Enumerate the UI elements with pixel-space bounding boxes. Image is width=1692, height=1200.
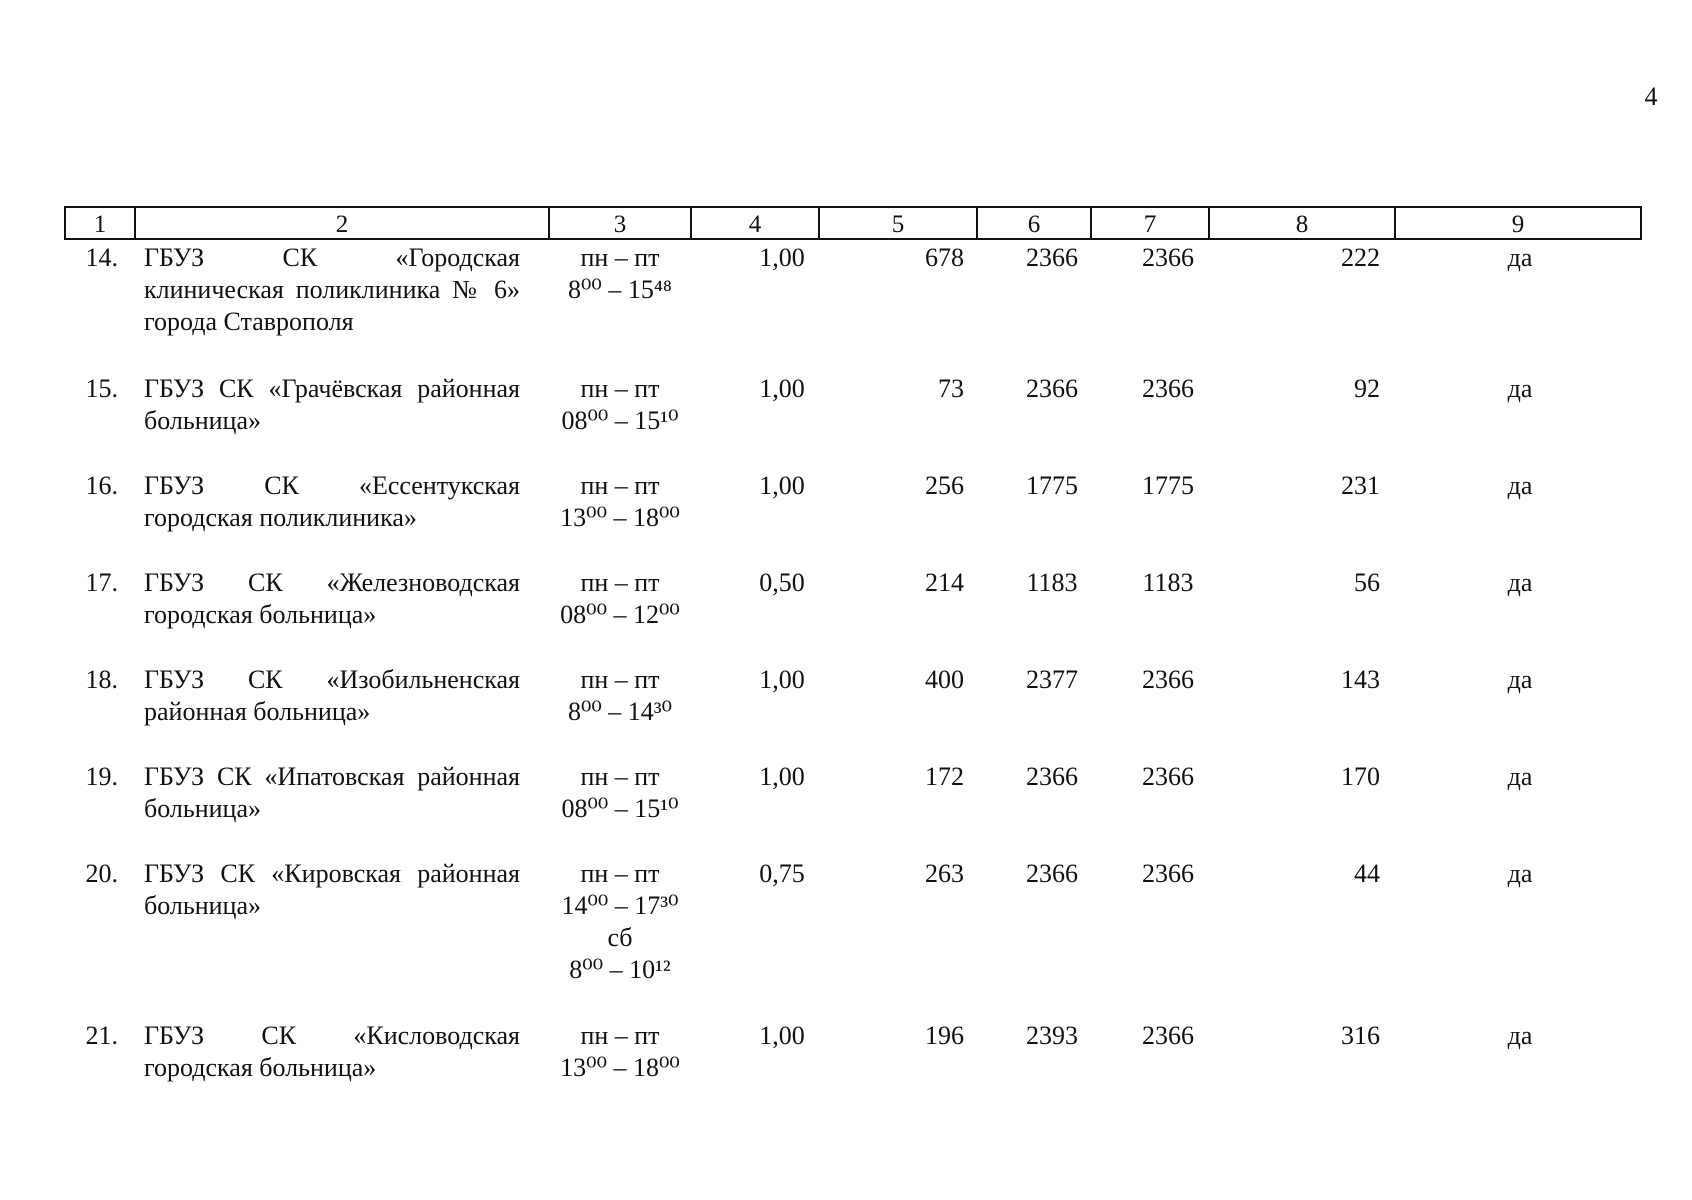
cell-col8: 222 [1341,243,1380,272]
row-number: 20. [85,859,118,888]
schedule-line: пн – пт [580,859,660,888]
column-header-9: 9 [1511,211,1525,238]
column-header-7: 7 [1092,208,1210,238]
row-number: 18. [85,665,118,694]
schedule [550,1020,690,1084]
column-header-5: 5 [820,208,978,238]
cell-col8: 92 [1354,374,1380,403]
cell-col8: 143 [1341,665,1380,694]
cell-col6: 2366 [1026,374,1078,403]
row-number: 17. [85,568,118,597]
schedule-line: 14⁰⁰ – 17³⁰ [561,891,679,920]
schedule-line: 8⁰⁰ – 15⁴⁸ [568,275,672,304]
cell-col6: 1183 [1026,568,1078,597]
table-header [64,206,1642,240]
schedule-line: 08⁰⁰ – 15¹⁰ [561,406,679,435]
cell-col4: 0,75 [759,859,805,888]
schedule-line: 13⁰⁰ – 18⁰⁰ [560,1053,680,1082]
cell-col9: да [1507,374,1533,403]
schedule-line: 13⁰⁰ – 18⁰⁰ [560,503,680,532]
institution-name: ГБУЗ СК «Городская клиническая поликлиника № 6» города Ставрополя [144,243,520,336]
cell-col7: 1183 [1142,568,1194,597]
schedule-line: пн – пт [580,762,660,791]
schedule-line: 08⁰⁰ – 12⁰⁰ [560,600,680,629]
cell-col7: 1775 [1142,471,1194,500]
cell-col7: 2366 [1142,243,1194,272]
cell-col6: 2366 [1026,243,1078,272]
schedule [550,470,690,534]
institution-name: ГБУЗ СК «Ессентукская городская поликлиника» [144,471,520,532]
schedule-line: пн – пт [580,374,660,403]
institution-name: ГБУЗ СК «Изобильненская районная больница» [144,665,520,726]
cell-col5: 214 [925,568,964,597]
schedule-line: пн – пт [580,1021,660,1050]
row-number: 16. [85,471,118,500]
schedule-line: сб [607,923,633,952]
schedule [550,242,690,306]
cell-col9: да [1507,665,1533,694]
column-header-2: 2 [136,208,550,238]
cell-col4: 1,00 [759,665,805,694]
institution-name: ГБУЗ СК «Железноводская городская больница» [144,568,520,629]
institution-name: ГБУЗ СК «Кисловодская городская больница» [144,1021,520,1082]
cell-col6: 2366 [1026,859,1078,888]
column-header-6: 6 [978,208,1092,238]
cell-col5: 263 [925,859,964,888]
schedule-line: пн – пт [580,243,660,272]
page-number: 4 [1644,82,1658,111]
schedule [550,858,690,986]
cell-col9: да [1507,859,1533,888]
cell-col9: да [1507,1021,1533,1050]
schedule-line: пн – пт [580,568,660,597]
row-number: 21. [85,1021,118,1050]
cell-col6: 2366 [1026,762,1078,791]
institution-name: ГБУЗ СК «Кировская районная больница» [144,859,520,920]
cell-col9: да [1507,568,1533,597]
schedule [550,664,690,728]
cell-col4: 1,00 [759,243,805,272]
cell-col7: 2366 [1142,1021,1194,1050]
cell-col4: 1,00 [759,1021,805,1050]
cell-col8: 170 [1341,762,1380,791]
cell-col8: 231 [1341,471,1380,500]
cell-col6: 2377 [1026,665,1078,694]
cell-col9: да [1507,762,1533,791]
cell-col5: 256 [925,471,964,500]
cell-col7: 2366 [1142,665,1194,694]
cell-col8: 44 [1354,859,1380,888]
row-number: 14. [85,243,118,272]
cell-col6: 2393 [1026,1021,1078,1050]
cell-col5: 196 [925,1021,964,1050]
column-header-1: 1 [66,208,136,238]
schedule-line: пн – пт [580,471,660,500]
cell-col8: 316 [1341,1021,1380,1050]
cell-col9: да [1507,471,1533,500]
schedule [550,567,690,631]
cell-col7: 2366 [1142,762,1194,791]
cell-col5: 73 [938,374,964,403]
row-number: 19. [85,762,118,791]
cell-col8: 56 [1354,568,1380,597]
schedule-line: 8⁰⁰ – 10¹² [569,955,671,984]
cell-col4: 1,00 [759,374,805,403]
row-number: 15. [85,374,118,403]
institution-name: ГБУЗ СК «Грачёвская районная больница» [144,374,520,435]
column-header-8: 8 [1210,208,1396,238]
cell-col4: 1,00 [759,762,805,791]
column-header-3: 3 [550,208,692,238]
institution-name: ГБУЗ СК «Ипатовская районная больница» [144,762,520,823]
cell-col4: 0,50 [759,568,805,597]
cell-col7: 2366 [1142,859,1194,888]
schedule-line: 08⁰⁰ – 15¹⁰ [561,794,679,823]
cell-col7: 2366 [1142,374,1194,403]
schedule-line: 8⁰⁰ – 14³⁰ [567,697,673,726]
cell-col5: 172 [925,762,964,791]
cell-col6: 1775 [1026,471,1078,500]
column-header-4: 4 [692,208,820,238]
schedule [550,761,690,825]
cell-col4: 1,00 [759,471,805,500]
cell-col9: да [1507,243,1533,272]
schedule [550,373,690,437]
cell-col5: 678 [925,243,964,272]
cell-col5: 400 [925,665,964,694]
schedule-line: пн – пт [580,665,660,694]
